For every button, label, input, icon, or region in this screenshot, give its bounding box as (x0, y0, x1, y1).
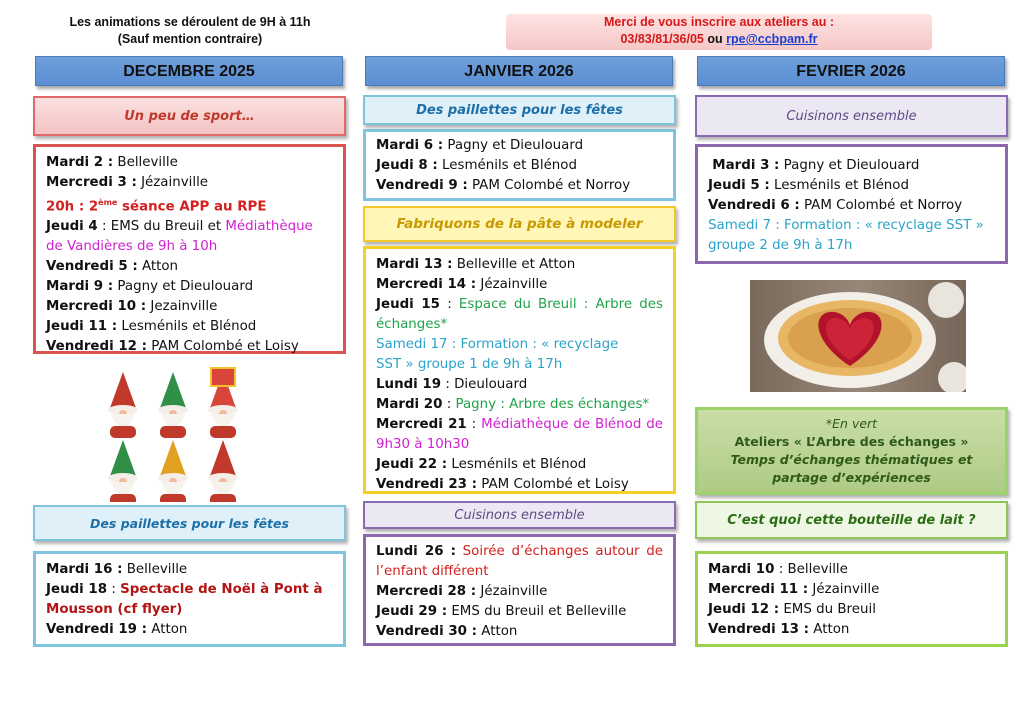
banner-cuisinons-february: Cuisinons ensemble (695, 95, 1008, 137)
list-item: Vendredi 5 : Atton (46, 259, 179, 275)
list-item: Vendredi 19 : Atton (46, 622, 188, 637)
exception-note: (Sauf mention contraire) (117, 32, 263, 46)
email-link[interactable]: rpe@ccbpam.fr (726, 32, 818, 46)
legend-line-4: partage d’expériences (772, 470, 931, 485)
list-item: Samedi 17 : Formation : « recyclage SST » groupe 1 de 9h à 17h (376, 337, 619, 372)
month-header-february: FEVRIER 2026 (697, 56, 1005, 86)
list-item: Vendredi 6 : PAM Colombé et Norroy (708, 198, 963, 213)
december-schedule-1 (33, 144, 346, 354)
crepe-heart-illustration (750, 280, 966, 392)
banner-bouteille-de-lait: C’est quoi cette bouteille de lait ? (695, 501, 1008, 539)
list-item: Lundi 19 : Dieulouard (376, 377, 528, 392)
registration-note (506, 14, 932, 50)
registration-title: Merci de vous inscrire aux ateliers au : (604, 15, 834, 29)
list-item: Jeudi 22 : Lesménils et Blénod (376, 457, 587, 472)
list-item: Mardi 16 : Belleville (46, 562, 188, 577)
list-item: Vendredi 23 : PAM Colombé et Loisy (376, 477, 629, 492)
or-word: ou (707, 32, 723, 46)
christmas-gnomes-illustration (95, 362, 255, 502)
legend-line-2: Ateliers « L’Arbre des échanges » (734, 434, 969, 449)
list-item: Jeudi 29 : EMS du Breuil et Belleville (376, 604, 627, 619)
phone-number: 03/83/81/36/05 (620, 32, 704, 46)
january-schedule-1 (363, 129, 676, 201)
banner-sport: Un peu de sport… (33, 96, 346, 136)
list-item: Mardi 9 : Pagny et Dieulouard (46, 279, 254, 295)
list-item: Samedi 7 : Formation : « recyclage SST » groupe 2 de 9h à 17h (708, 218, 984, 253)
list-item: Mardi 20 : Pagny : Arbre des échanges* (376, 397, 650, 412)
january-schedule-2 (363, 246, 676, 494)
list-item: Mardi 6 : Pagny et Dieulouard (376, 138, 584, 153)
list-item: Jeudi 15 : Espace du Breuil : Arbre des échanges* (376, 297, 664, 332)
banner-cuisinons-january: Cuisinons ensemble (363, 501, 676, 529)
month-header-january: JANVIER 2026 (365, 56, 673, 86)
list-item: Lundi 26 : Soirée d’échanges autour de l’enfant différent (376, 544, 663, 579)
list-item: Jeudi 4 : EMS du Breuil et Médiathèque de Vandières de 9h à 10h (46, 219, 313, 255)
list-item: Mardi 13 : Belleville et Atton (376, 257, 576, 272)
list-item: Mardi 3 : Pagny et Dieulouard (712, 158, 920, 173)
hours-note: Les animations se déroulent de 9H à 11h (69, 15, 311, 29)
list-item: Vendredi 13 : Atton (708, 622, 850, 637)
list-item: Vendredi 9 : PAM Colombé et Norroy (376, 178, 631, 193)
list-item: Mercredi 3 : Jézainville (46, 175, 209, 190)
list-item: Mercredi 28 : Jézainville (376, 584, 548, 599)
list-item: Mercredi 10 : Jezainville (46, 299, 218, 315)
legend-arbre-des-echanges (695, 407, 1008, 495)
list-item: Mardi 2 : Belleville (46, 155, 178, 170)
february-schedule-1 (695, 144, 1008, 264)
list-item: Vendredi 12 : PAM Colombé et Loisy (46, 339, 299, 355)
list-item: Jeudi 11 : Lesménils et Blénod (46, 319, 257, 335)
month-header-december: DECEMBRE 2025 (35, 56, 343, 86)
list-item: Jeudi 5 : Lesménils et Blénod (708, 178, 909, 193)
banner-paillettes-december: Des paillettes pour les fêtes (33, 505, 346, 541)
list-item: Mercredi 11 : Jézainville (708, 582, 880, 597)
list-item: Vendredi 30 : Atton (376, 624, 518, 639)
december-schedule-2 (33, 551, 346, 647)
list-item: Jeudi 18 : Spectacle de Noël à Pont à Mousson (cf flyer) (46, 582, 323, 617)
legend-line-1: *En vert (825, 416, 878, 431)
legend-line-3: Temps d’échanges thématiques et (730, 452, 973, 467)
february-schedule-2 (695, 551, 1008, 647)
list-item: Jeudi 8 : Lesménils et Blénod (376, 158, 577, 173)
list-item: Mardi 10 : Belleville (708, 562, 848, 577)
list-item: Mercredi 14 : Jézainville (376, 277, 548, 292)
list-item: Jeudi 12 : EMS du Breuil (708, 602, 876, 617)
schedule-note (40, 14, 340, 48)
list-item: 20h : 2ème séance APP au RPE (46, 198, 267, 215)
banner-paillettes-january: Des paillettes pour les fêtes (363, 95, 676, 125)
banner-pate-a-modeler: Fabriquons de la pâte à modeler (363, 206, 676, 242)
january-schedule-3 (363, 534, 676, 646)
list-item: Mercredi 21 : Médiathèque de Blénod de 9h30 à 10h30 (376, 417, 663, 452)
